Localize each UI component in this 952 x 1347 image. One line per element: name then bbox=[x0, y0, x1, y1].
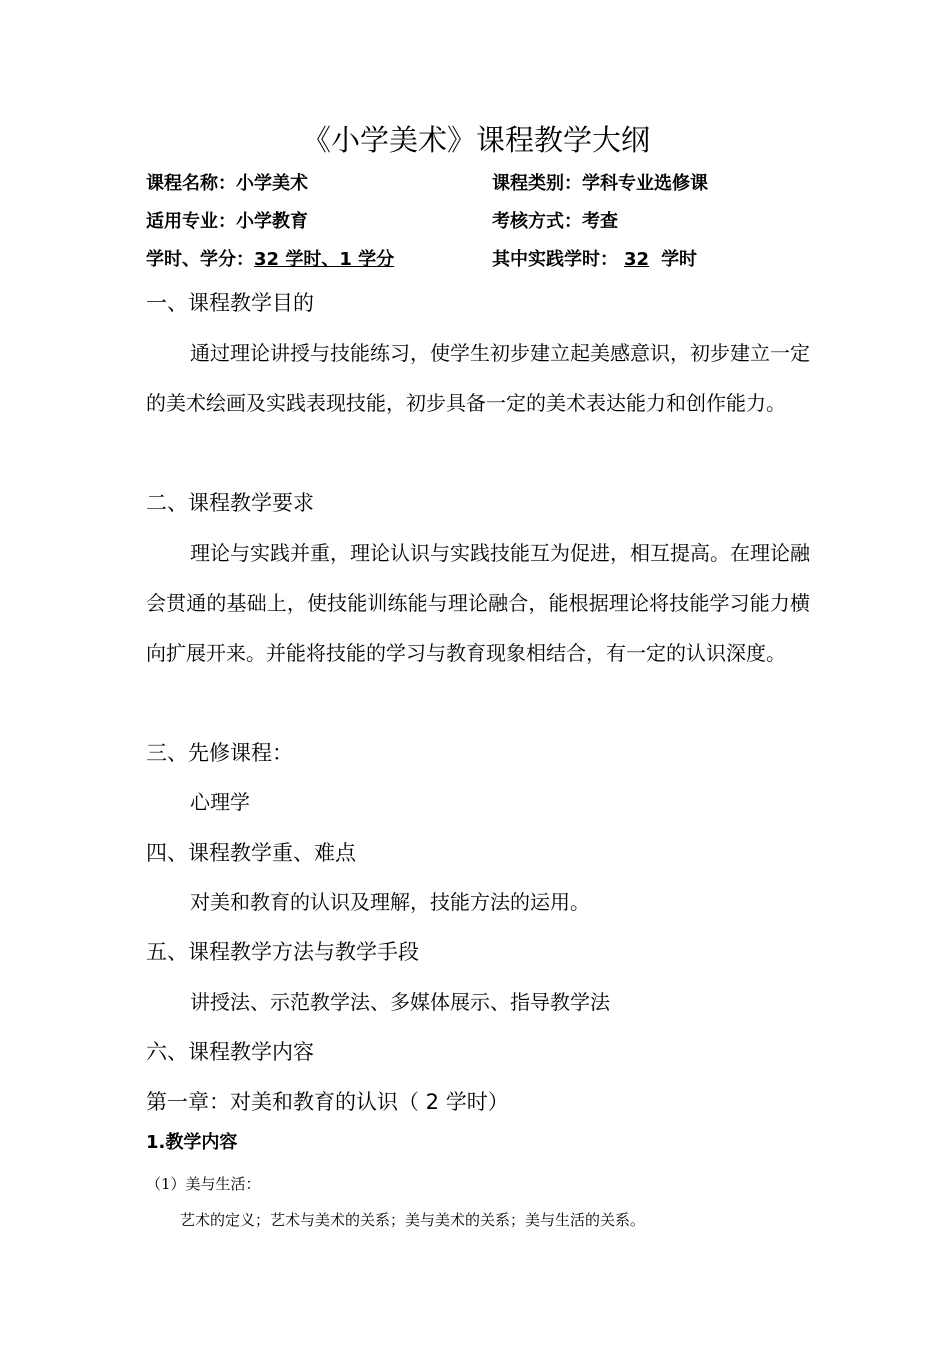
teaching-content-heading: 1.教学内容 bbox=[146, 1132, 238, 1153]
section-heading-4: 四、课程教学重、难点 bbox=[146, 841, 356, 865]
practice-label: 其中实践学时： bbox=[492, 249, 618, 270]
section-heading-3: 三、先修课程： bbox=[146, 741, 293, 765]
section-heading-2: 二、课程教学要求 bbox=[146, 491, 314, 515]
section-body-3: 心理学 bbox=[190, 790, 250, 814]
meta-row-1 bbox=[146, 170, 846, 198]
chapter-1-heading: 第一章：对美和教育的认识（ 2 学时） bbox=[146, 1090, 509, 1114]
hours-credits bbox=[146, 246, 394, 274]
practice-value: 32 bbox=[624, 249, 650, 270]
hours-label: 学时、学分： bbox=[146, 249, 254, 270]
assessment-method: 考核方式：考查 bbox=[492, 211, 618, 232]
meta-row-3 bbox=[146, 246, 846, 274]
hours-value: 32 学时、1 学分 bbox=[254, 249, 395, 270]
meta-row-2 bbox=[146, 208, 846, 236]
section-body-5: 讲授法、示范教学法、多媒体展示、指导教学法 bbox=[190, 990, 610, 1014]
course-type: 课程类别：学科专业选修课 bbox=[492, 173, 708, 194]
document-title: 《小学美术》课程教学大纲 bbox=[301, 123, 650, 157]
section-heading-5: 五、课程教学方法与教学手段 bbox=[146, 940, 419, 964]
section-heading-6: 六、课程教学内容 bbox=[146, 1040, 314, 1064]
section-body-1: 通过理论讲授与技能练习，使学生初步建立起美感意识，初步建立一定的美术绘画及实践表现技能，初步具备一定的美术表达能力和创作能力。 bbox=[146, 341, 810, 415]
content-item-1-text: 艺术的定义；艺术与美术的关系；美与美术的关系；美与生活的关系。 bbox=[180, 1211, 646, 1229]
practice-unit: 学时 bbox=[661, 249, 698, 270]
applicable-major: 适用专业：小学教育 bbox=[146, 211, 308, 232]
course-name: 课程名称：小学美术 bbox=[146, 173, 308, 194]
section-body-2: 理论与实践并重，理论认识与实践技能互为促进，相互提高。在理论融会贯通的基础上，使技能训练能与理论融合，能根据理论将技能学习能力横向扩展开来。并能将技能的学习与教育现象相结合，有一定的认识深度。 bbox=[146, 541, 810, 665]
content-item-1: （1）美与生活： bbox=[146, 1175, 261, 1193]
practice-hours bbox=[492, 246, 697, 274]
section-body-4: 对美和教育的认识及理解，技能方法的运用。 bbox=[190, 890, 590, 914]
section-heading-1: 一、课程教学目的 bbox=[146, 291, 314, 315]
